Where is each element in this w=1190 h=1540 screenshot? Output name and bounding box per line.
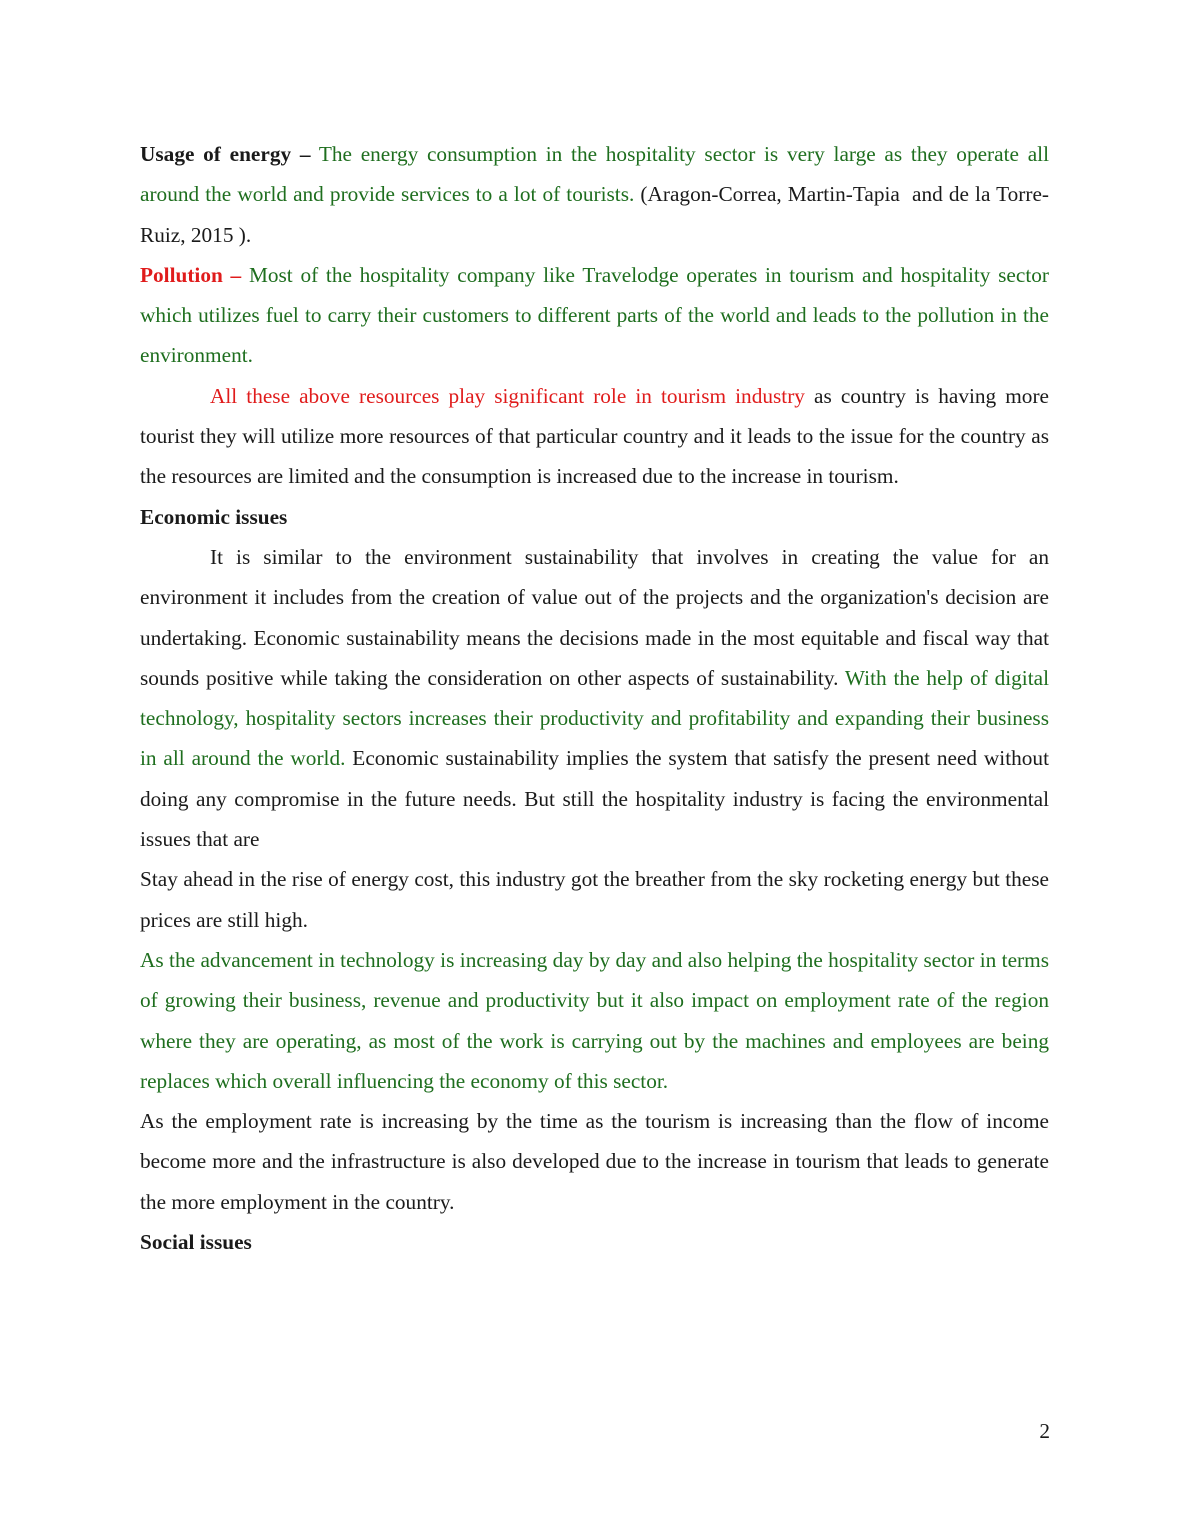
resources-paragraph (140, 376, 1049, 497)
resources-red-text: All these above resources play significant role in tourism industry (210, 383, 805, 408)
usage-of-energy-paragraph (140, 134, 1049, 255)
technology-paragraph: As the advancement in technology is increasing day by day and also helping the hospitality sector in terms of growing their business, revenue and productivity but it also impact on employment rate of the region where they are operating, as most of the work is carrying out by the machines and employees are being replaces which overall influencing the economy of this sector. (140, 947, 1049, 1093)
pollution-text: Most of the hospitality company like Travelodge operates in tourism and hospitality sector which utilizes fuel to carry their customers to different parts of the world and leads to the pollution in the environment. (140, 262, 1049, 368)
pollution-label: Pollution – (140, 262, 242, 287)
energy-cost-paragraph: Stay ahead in the rise of energy cost, this industry got the breather from the sky rocketing energy but these prices are still high. (140, 867, 1049, 932)
economic-paragraph (140, 537, 1049, 859)
economic-text-1: It is similar to the environment sustainability that involves in creating the value for an environment it includes from the creation of value out of the projects and the organization's decision are undertaking. Economic sustainability means the decisions made in the most equitable and fiscal way that sounds positive while taking the consideration on other aspects of sustainability. (140, 544, 1049, 690)
employment-paragraph: As the employment rate is increasing by the time as the tourism is increasing than the flow of income become more and the infrastructure is also developed due to the increase in tourism that leads to generate the more employment in the country. (140, 1109, 1049, 1214)
usage-of-energy-text: The energy consumption in the hospitality sector is very large as they operate all around the world and provide services to a lot of tourists. (140, 142, 1049, 207)
resources-text: as country is having more tourist they will utilize more resources of that particular country and it leads to the issue for the country as the resources are limited and the consumption is increased due to the increase in tourism. (140, 383, 1050, 489)
economic-text-2: Economic sustainability implies the system that satisfy the present need without doing any compromise in the future needs. But still the hospitality industry is facing the environmental issues that are (140, 746, 1049, 852)
page-number: 2 (1039, 1419, 1050, 1443)
economic-issues-heading: Economic issues (140, 504, 288, 529)
usage-of-energy-label: Usage of energy – (140, 142, 311, 166)
economic-green-text: With the help of digital technology, hospitality sectors increases their productivity and profitability and expanding their business in all around the world. (140, 665, 1049, 771)
document-page (140, 134, 1049, 1262)
usage-of-energy-citation: (Aragon-Correa, Martin-Tapia and de la Torre-Ruiz, 2015 ). (140, 182, 1049, 247)
social-issues-heading: Social issues (140, 1230, 252, 1255)
pollution-paragraph (140, 255, 1049, 376)
